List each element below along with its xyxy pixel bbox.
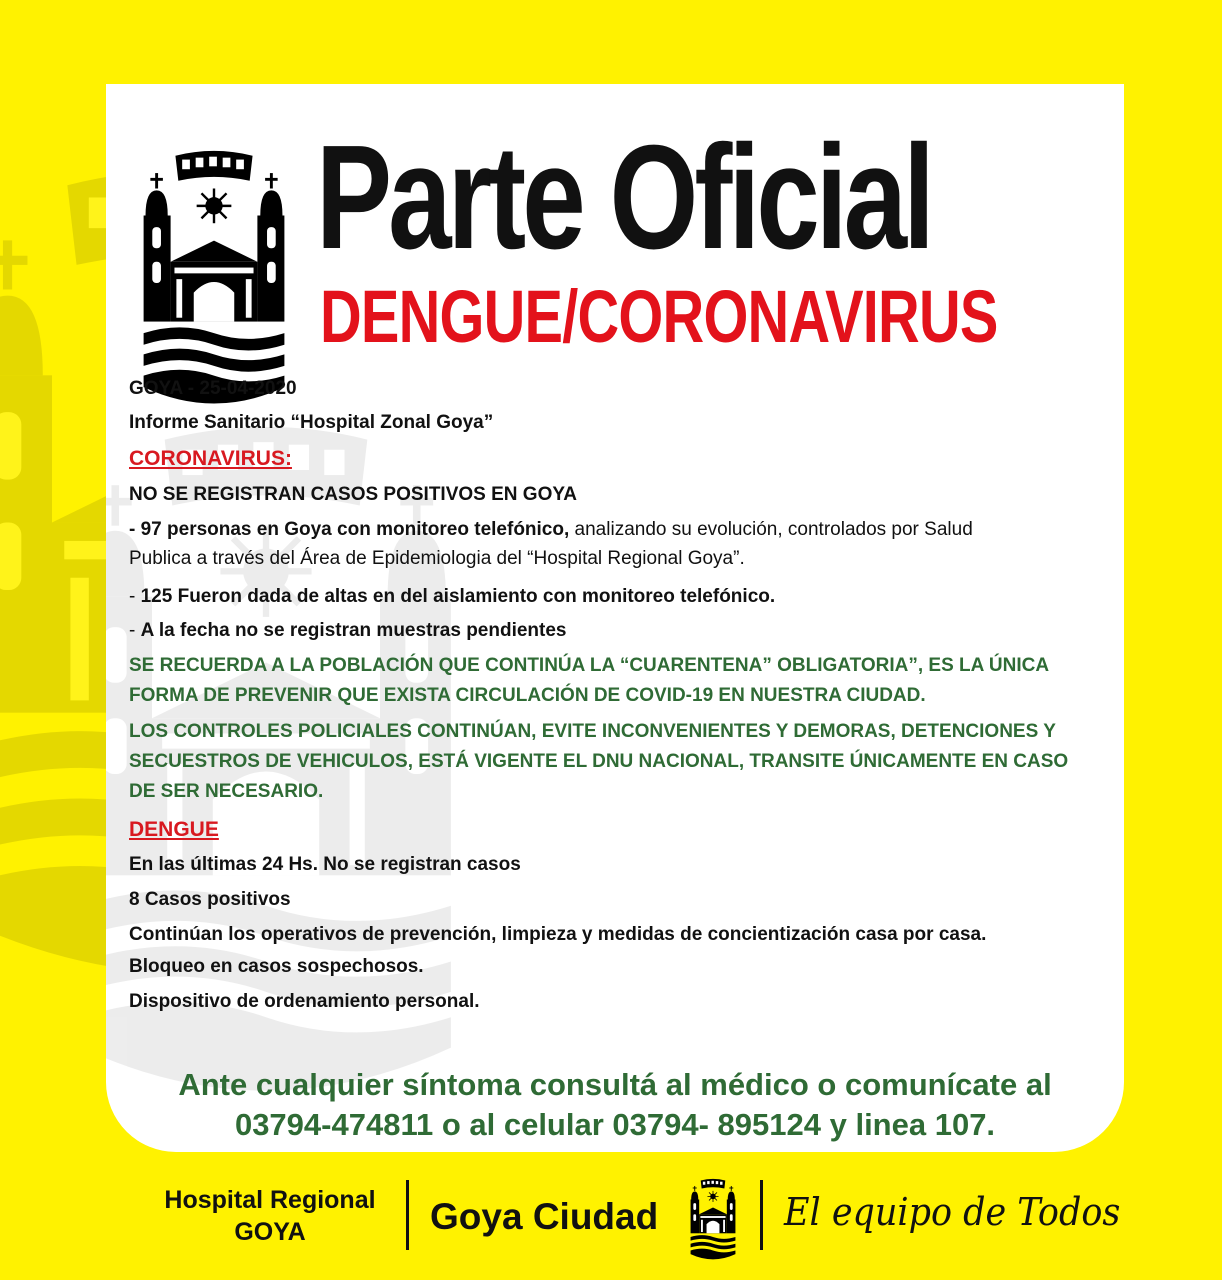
dengue-24h-line: En las últimas 24 Hs. No se registran casos [129,854,521,875]
hospital-name-line-2: GOYA [234,1218,306,1246]
report-date: GOYA - 25-04-2020 [129,378,297,399]
footer-divider-2 [760,1180,763,1250]
police-notice-line-3: DE SER NECESARIO. [129,781,324,802]
monitoring-bold: - 97 personas en Goya con monitoreo telefónico, [129,519,570,540]
discharged-prefix: - [129,586,141,607]
goya-ciudad-brand: Goya Ciudad [430,1196,659,1237]
monitoring-line [129,515,973,545]
contact-message-line-1: Ante cualquier síntoma consultá al médico o comunícate al [178,1067,1052,1102]
pending-text: A la fecha no se registran muestras pendientes [140,620,567,641]
dengue-operations-line: Continúan los operativos de prevención, limpieza y medidas de concientización casa por casa. [129,924,987,945]
slogan: El equipo de Todos [784,1190,1121,1234]
quarantine-notice-line-2: FORMA DE PREVENIR QUE EXISTA CIRCULACIÓN DE COVID-19 EN NUESTRA CIUDAD. [129,685,926,706]
pending-line [129,616,567,646]
contact-message-line-2: 03794-474811 o al celular 03794- 895124 y linea 107. [234,1107,996,1142]
police-notice-line-1: LOS CONTROLES POLICIALES CONTINÚAN, EVITE INCONVENIENTES Y DEMORAS, DETENCIONES Y [129,721,1056,742]
discharged-text: 125 Fueron dada de altas en del aislamiento con monitoreo telefónico. [140,586,776,607]
pending-prefix: - [129,620,141,641]
report-source: Informe Sanitario “Hospital Zonal Goya” [129,412,494,433]
dengue-heading: DENGUE [129,818,219,841]
monitoring-rest: analizando su evolución, controlados por Salud [569,519,973,540]
dengue-positive-line: 8 Casos positivos [129,889,291,910]
goya-crest-icon [684,1178,742,1264]
monitoring-line-2: Publica a través del Área de Epidemiologia del “Hospital Regional Goya”. [129,548,745,569]
hospital-name-line-1: Hospital Regional [164,1186,376,1214]
page-subtitle: DENGUE/CORONAVIRUS [320,275,998,358]
dengue-block-line: Bloqueo en casos sospechosos. [129,956,424,977]
hospital-name [140,1184,400,1248]
dengue-device-line: Dispositivo de ordenamiento personal. [129,991,480,1012]
coronavirus-heading: CORONAVIRUS: [129,447,292,470]
police-notice-line-2: SECUESTROS DE VEHICULOS, ESTÁ VIGENTE EL DNU NACIONAL, TRANSITE ÚNICAMENTE EN CASO [129,751,1069,772]
no-cases-line: NO SE REGISTRAN CASOS POSITIVOS EN GOYA [129,484,577,505]
footer-bar [0,1168,1222,1280]
discharged-line [129,582,775,612]
report-card [106,84,1124,1152]
quarantine-notice-line-1: SE RECUERDA A LA POBLACIÓN QUE CONTINÚA LA “CUARENTENA” OBLIGATORIA”, ES LA ÚNICA [129,655,1050,676]
page-title: Parte Oficial [316,115,932,280]
footer-divider-1 [406,1180,409,1250]
